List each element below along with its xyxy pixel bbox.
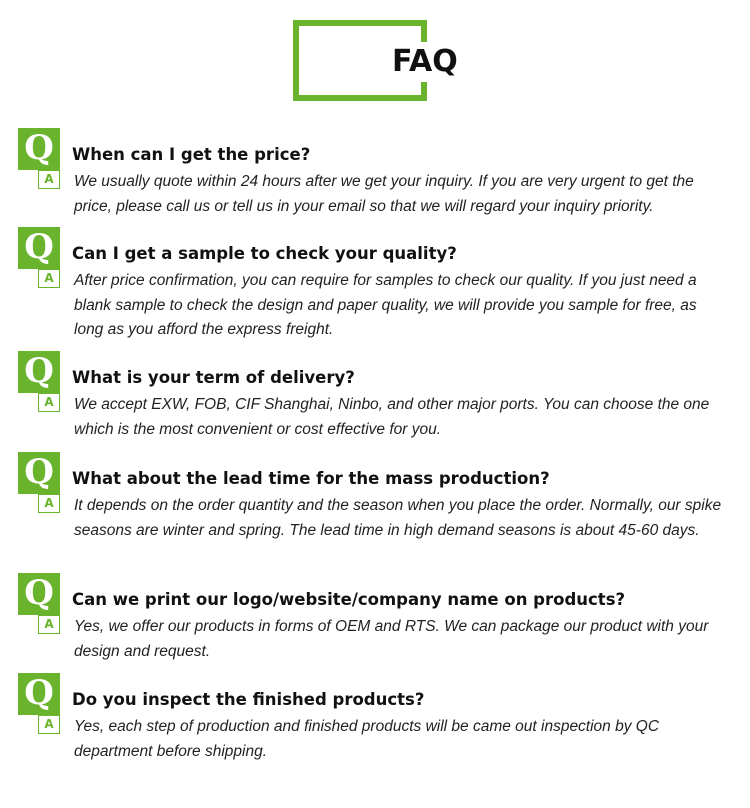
answer-badge-icon: A (38, 170, 60, 189)
faq-answer: It depends on the order quantity and the season when you place the order. Normally, our spike seasons are winter and spring. The lead time in high demand seasons is about 45-60 days. (74, 497, 722, 539)
answer-badge-icon: A (38, 269, 60, 288)
answer-badge-icon: A (38, 715, 60, 734)
answer-badge-icon: A (38, 393, 60, 412)
question-badge-icon: Q (18, 128, 60, 170)
faq-answer: We usually quote within 24 hours after we get your inquiry. If you are very urgent to get the price, please call us or tell us in your email so that we will regard your inquiry priority. (74, 173, 694, 215)
question-badge-icon: Q (18, 452, 60, 494)
faq-answer: Yes, we offer our products in forms of OEM and RTS. We can package our product with your design and request. (74, 618, 709, 660)
question-badge-icon: Q (18, 573, 60, 615)
faq-question: Do you inspect the finished products? (72, 690, 425, 709)
page-title: FAQ (390, 42, 460, 82)
faq-question: Can we print our logo/website/company name on products? (72, 590, 626, 609)
faq-question: When can I get the price? (72, 145, 311, 164)
question-badge-icon: Q (18, 227, 60, 269)
faq-answer: Yes, each step of production and finished products will be came out inspection by QC department before shipping. (74, 718, 660, 760)
faq-answer: We accept EXW, FOB, CIF Shanghai, Ninbo, and other major ports. You can choose the one which is the most convenient or cost effective for you. (74, 396, 710, 438)
answer-badge-icon: A (38, 494, 60, 513)
faq-question: What is your term of delivery? (72, 368, 355, 387)
faq-answer: After price confirmation, you can require for samples to check our quality. If you just need a blank sample to check the design and paper quality, we will provide you sample for free, as long as you afford the express freight. (74, 272, 697, 338)
question-badge-icon: Q (18, 673, 60, 715)
faq-question: What about the lead time for the mass production? (72, 469, 550, 488)
question-badge-icon: Q (18, 351, 60, 393)
faq-question: Can I get a sample to check your quality? (72, 244, 457, 263)
answer-badge-icon: A (38, 615, 60, 634)
